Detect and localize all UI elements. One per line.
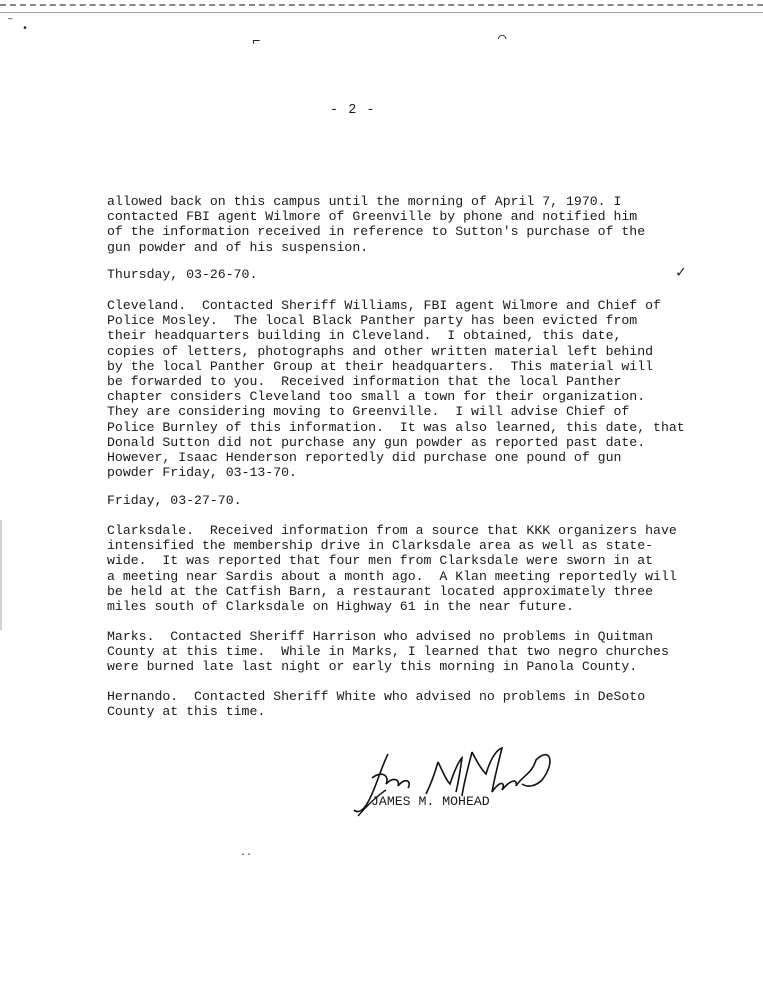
check-mark: ✓ [676,264,686,282]
text-line: a meeting near Sardis about a month ago. A Klan meeting reportedly will [107,568,677,584]
paragraph-continuation [107,194,667,255]
text-line: copies of letters, photographs and other written material left behind [107,343,654,359]
text-line: However, Isaac Henderson reportedly did purchase one pound of gun [107,450,622,466]
text-line: their headquarters building in Cleveland. I obtained, this date, [107,328,622,344]
text-line: were burned late last night or early this morning in Panola County. [107,659,638,675]
scan-mark: ⁻ [6,15,15,31]
scan-mark: • [22,24,29,35]
text-line: Police Burnley of this information. It was also learned, this date, that [107,419,685,435]
text-line: Police Mosley. The local Black Panther party has been evicted from [107,313,638,329]
text-line: be forwarded to you. Received information that the local Panther [107,374,622,390]
text-line: contacted FBI agent Wilmore of Greenville by phone and notified him [107,209,638,225]
top-border-line [0,4,763,13]
page-number: - 2 - [330,103,376,118]
text-line: Clarksdale. Received information from a source that KKK organizers have [107,523,677,538]
text-line: intensified the membership drive in Clarksdale area as well as state- [107,538,654,554]
text-line: be held at the Catfish Barn, a restaurant located approximately three [107,583,654,599]
text-line: County at this time. [107,704,266,720]
paragraph-hernando [107,689,667,719]
scan-mark: ·· [240,850,253,861]
scan-mark: ⌐ [252,34,261,50]
text-line: miles south of Clarksdale on Highway 61 in the near future. [107,599,574,615]
text-line: powder Friday, 03-13-70. [107,465,297,481]
text-line: wide. It was reported that four men from Clarksdale were sworn in at [107,553,654,569]
text-line: gun powder and of his suspension. [107,239,369,255]
text-line: Cleveland. Contacted Sheriff Williams, FBI agent Wilmore and Chief of [107,298,661,313]
scan-edge [0,520,2,630]
scan-mark: ⌒ [498,31,507,47]
date-heading-friday [107,493,667,508]
paragraph-clarksdale [107,523,677,615]
text-line: by the local Panther Group at their headquarters. This material will [107,358,654,374]
date-heading-thursday [107,267,667,282]
text-line: Marks. Contacted Sheriff Harrison who advised no problems in Quitman [107,629,654,644]
text-line: Hernando. Contacted Sheriff White who advised no problems in DeSoto [107,689,646,704]
text-line: of the information received in reference to Sutton's purchase of the [107,224,646,240]
text-line: Thursday, 03-26-70. [107,267,258,282]
paragraph-cleveland [107,298,685,481]
text-line: allowed back on this campus until the morning of April 7, 1970. I [107,194,622,209]
text-line: chapter considers Cleveland too small a town for their organization. [107,389,646,405]
paragraph-marks [107,629,667,675]
text-line: Donald Sutton did not purchase any gun powder as reported past date. [107,434,646,450]
text-line: County at this time. While in Marks, I learned that two negro churches [107,644,669,660]
signer-name: JAMES M. MOHEAD [371,794,490,809]
text-line: They are considering moving to Greenville. I will advise Chief of [107,404,630,420]
text-line: Friday, 03-27-70. [107,493,242,508]
